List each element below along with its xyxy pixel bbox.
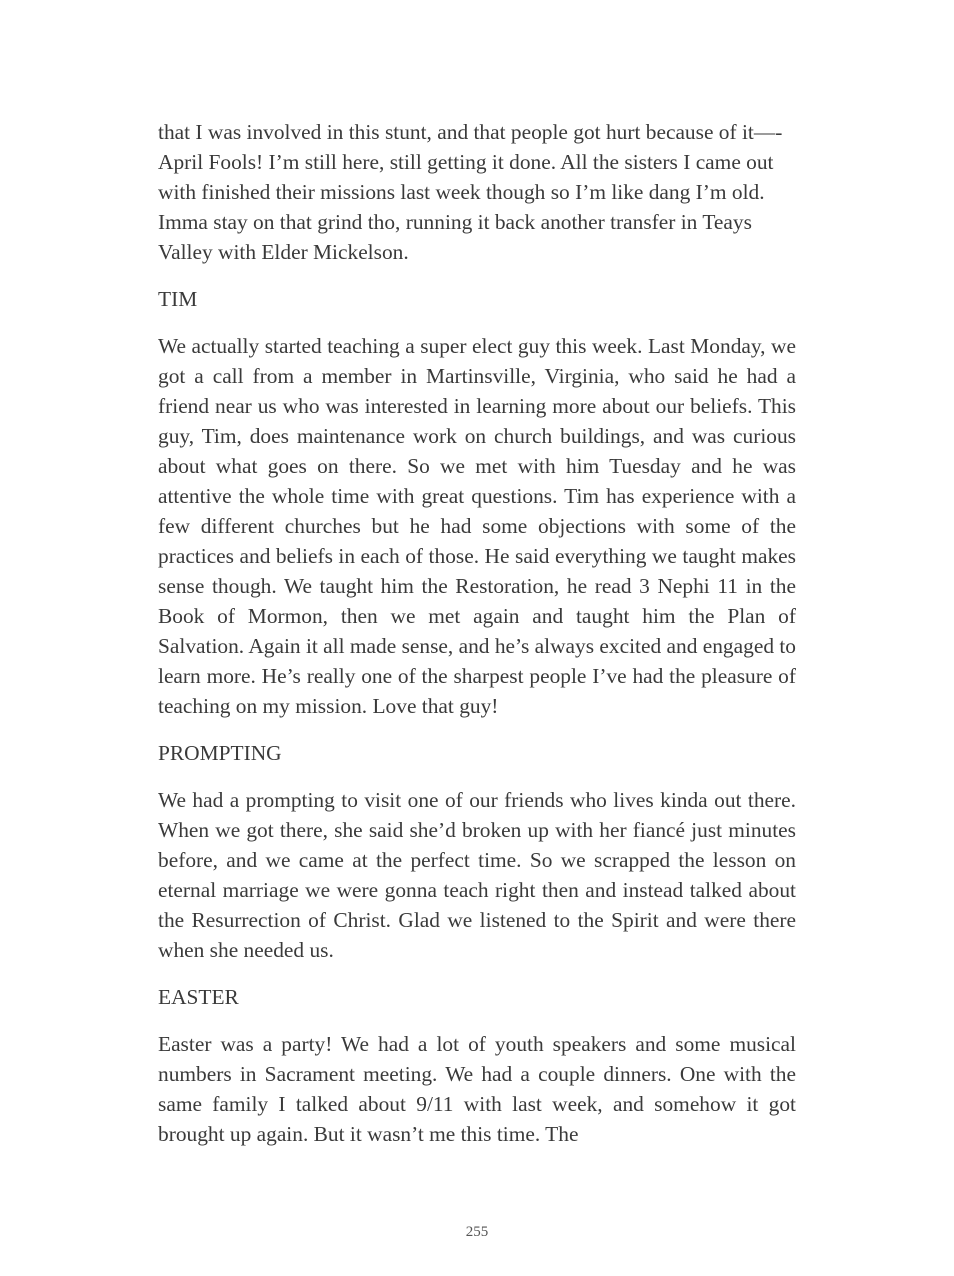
page-body <box>158 117 796 1166</box>
section-heading-tim: TIM <box>158 287 198 311</box>
paragraph-continuation: that I was involved in this stunt, and that people got hurt because of it—- April Fools! I’m still here, still getting it done. All the sisters I came out with finished their missions last week though so I’m like dang I’m old. Imma stay on that grind tho, running it back another transfer in Teays Valley with Elder Mickelson. <box>158 120 783 264</box>
paragraph-tim: We actually started teaching a super elect guy this week. Last Monday, we got a call from a member in Martinsville, Virginia, who said he had a friend near us who was interested in learning more about our beliefs. This guy, Tim, does maintenance work on church buildings, and was curious about what goes on there. So we met with him Tuesday and he was attentive the whole time with great questions. Tim has experience with a few different churches but he had some objections with some of the practices and beliefs in each of those. He said everything we taught makes sense though. We taught him the Restoration, he read 3 Nephi 11 in the Book of Mormon, then we met again and taught him the Plan of Salvation. Again it all made sense, and he’s always excited and engaged to learn more. He’s really one of the sharpest people I’ve had the pleasure of teaching on my mission. Love that guy! <box>158 334 796 718</box>
section-heading-easter: EASTER <box>158 985 239 1009</box>
section-heading-prompting: PROMPTING <box>158 741 282 765</box>
paragraph-easter: Easter was a party! We had a lot of youth speakers and some musical numbers in Sacrament meeting. We had a couple dinners. One with the same family I talked about 9/11 with last week, and somehow it got brought up again. But it wasn’t me this time. The <box>158 1032 796 1146</box>
page-number: 255 <box>465 1224 489 1240</box>
paragraph-prompting: We had a prompting to visit one of our friends who lives kinda out there. When we got there, she said she’d broken up with her fiancé just minutes before, and we came at the perfect time. So we scrapped the lesson on eternal marriage we were gonna teach right then and instead talked about the Resurrection of Christ. Glad we listened to the Spirit and were there when she needed us. <box>158 788 796 962</box>
